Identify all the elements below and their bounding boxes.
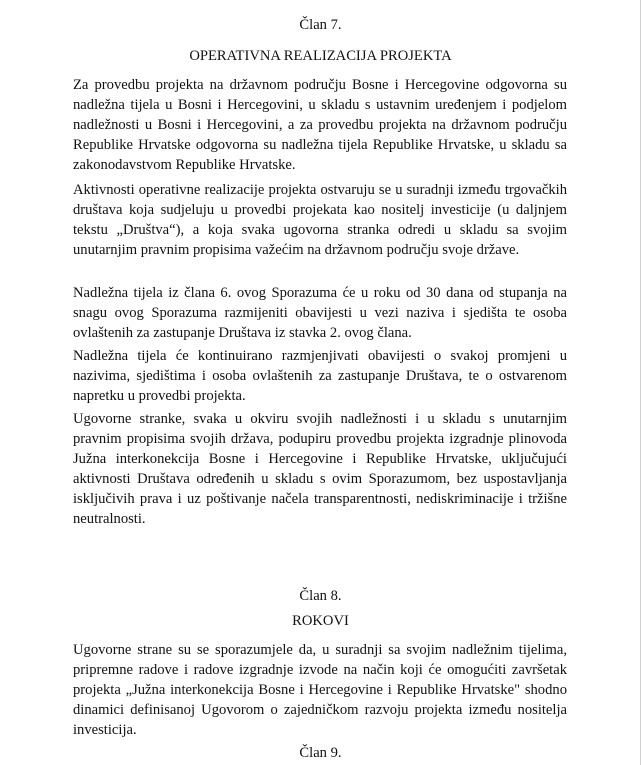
article-8-title: ROKOVI	[292, 613, 349, 629]
article-7-paragraph-2: Aktivnosti operativne realizacije projekta ostvaruju se u suradnji između trgovačkih društava koja sudjeluju u provedbi projekata kao nositelj investicije (u daljnjem tekstu „Društva“), a koja svaka ugovorna stranka odredi u skladu sa svojim unutarnjim pravnim propisima važećim na državnom području svoje države.	[73, 182, 567, 259]
article-7-paragraph-5: Ugovorne stranke, svaka u okviru svojih nadležnosti i u skladu s unutarnjim pravnim propisima svojih država, podupiru provedbu projekta izgradnje plinovoda Južna interkonekcija Bosne i Hercegovine i Republike Hrvatske, uključujući aktivnosti Društava određenih u skladu s ovim Sporazumom, bez uspostavljanja isključivih prava i uz poštivanje načela transparentnosti, nediskriminacije i tržišne neutralnosti.	[73, 411, 567, 528]
article-8-number: Član 8.	[299, 588, 342, 604]
article-9-number: Član 9.	[299, 745, 342, 761]
article-7-number: Član 7.	[299, 17, 342, 33]
article-7-paragraph-3: Nadležna tijela iz člana 6. ovog Sporazuma će u roku od 30 dana od stupanja na snagu ovog Sporazuma razmijeniti obavijesti u vezi naziva i sjedišta te osoba ovlaštenih za zastupanje Društava iz stavka 2. ovog člana.	[73, 285, 567, 342]
article-8-paragraph-1: Ugovorne strane su se sporazumjele da, u suradnji sa svojim nadležnim tijelima, pripremne radove i radove izgradnje izvode na način koji će omogućiti završetak projekta „Južna interkonekcija Bosne i Hercegovine i Republike Hrvatske" shodno dinamici definisanoj Ugovorom o zajedničkom razvoju projekta između nositelja investicija.	[73, 642, 567, 739]
article-7-title: OPERATIVNA REALIZACIJA PROJEKTA	[189, 48, 452, 64]
article-7-paragraph-4: Nadležna tijela će kontinuirano razmjenjivati obavijesti o svakoj promjeni u nazivima, sjedištima i osoba ovlaštenih za zastupanje Društava, te o ostvarenom napretku u provedbi projekta.	[73, 348, 567, 405]
article-7-paragraph-1: Za provedbu projekta na državnom području Bosne i Hercegovine odgovorna su nadležna tijela u Bosni i Hercegovini, u skladu s ustavnim uređenjem i podjelom nadležnosti u Bosni i Hercegovini, a za provedbu projekta na državnom području Republike Hrvatske odgovorna su nadležna tijela Republike Hrvatske, u skladu sa zakonodavstvom Republike Hrvatske.	[73, 77, 567, 174]
